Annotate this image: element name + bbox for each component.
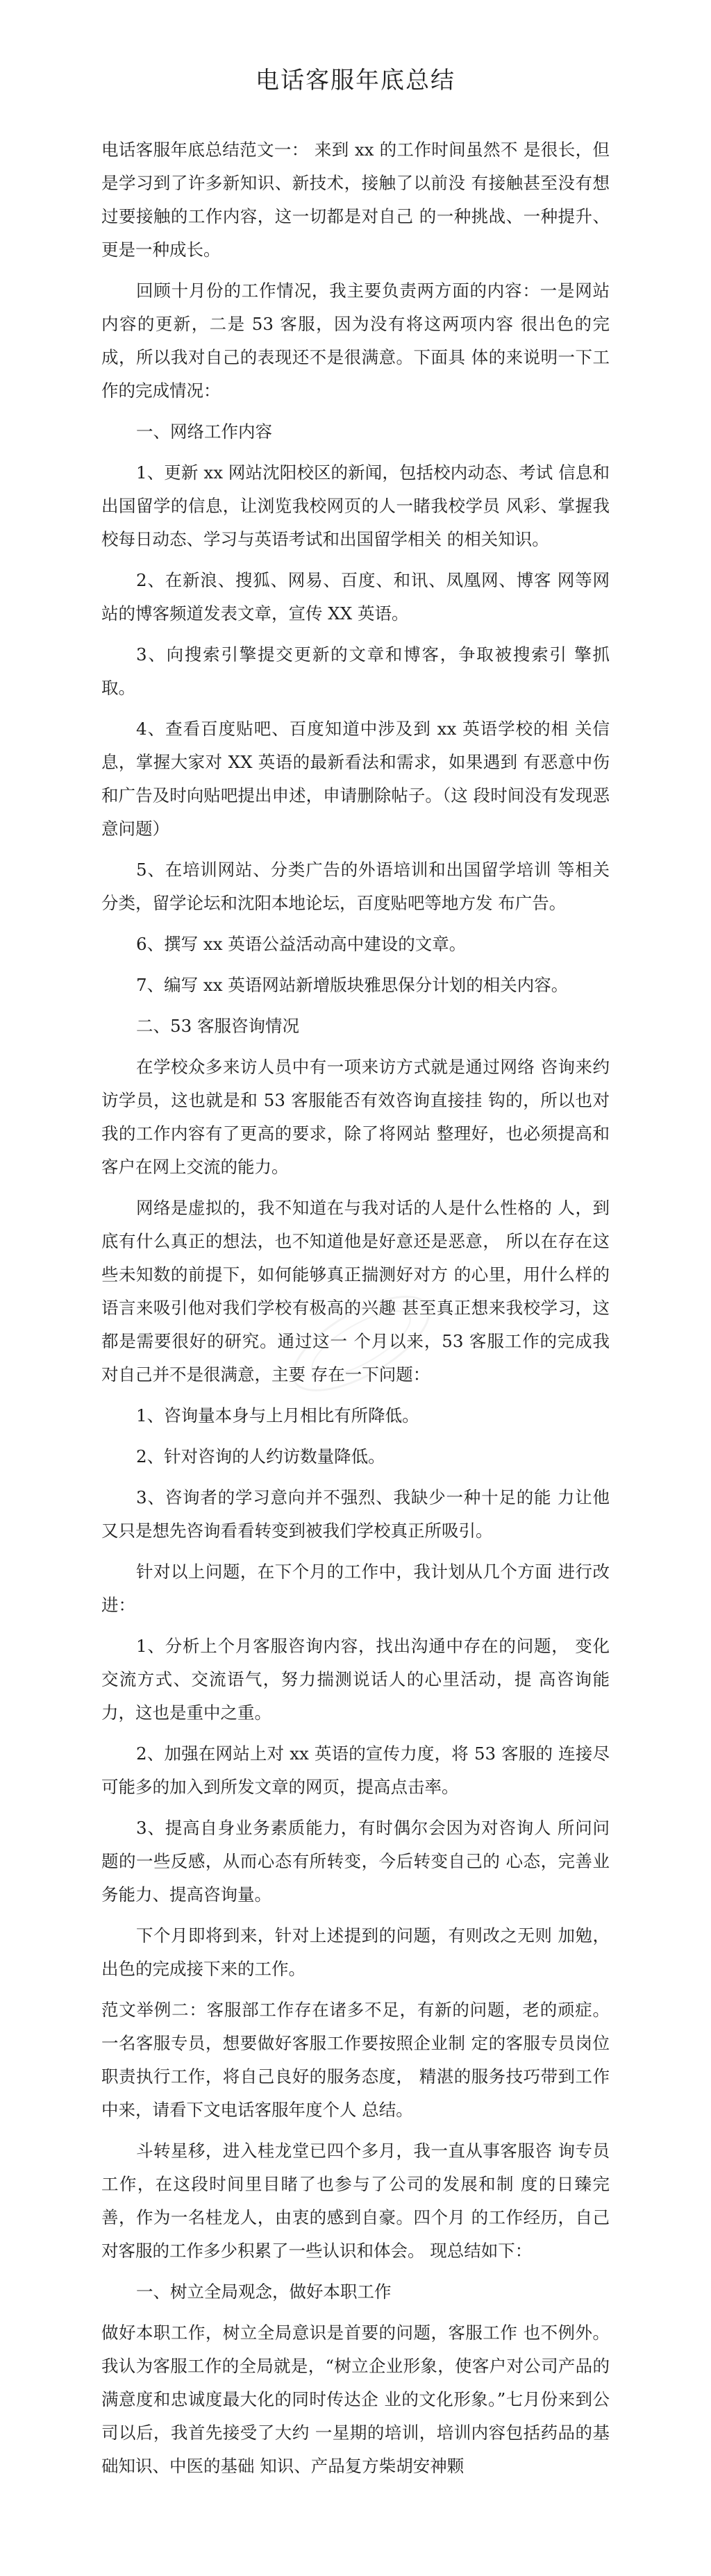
- paragraph: 范文举例二：客服部工作存在诸多不足，有新的问题，老的顽症。一名客服专员，想要做好客服工作要按照企业制 定的客服专员岗位职责执行工作，将自己良好的服务态度， 精湛的服务技巧带到工作中来，请看下文电话客服年度个人 总结。: [101, 2000, 610, 2120]
- paragraph: 做好本职工作，树立全局意识是首要的问题，客服工作 也不例外。我认为客服工作的全局就是，“树立企业形象，使客户对公司产品的满意度和忠诚度最大化的同时传达企 业的文化形象。”七月份来到公司以后，我首先接受了大约 一星期的培训，培训内容包括药品的基础知识、中医的基础 知识、产品复方柴胡安神颗: [101, 2323, 610, 2476]
- paragraph: 斗转星移，进入桂龙堂已四个多月，我一直从事客服咨 询专员工作，在这段时间里目睹了也参与了公司的发展和制 度的日臻完善，作为一名桂龙人，由衷的感到自豪。四个月 的工作经历，自己对客服的工作多少积累了一些认识和体会。 现总结如下：: [101, 2141, 610, 2261]
- document-body: [101, 133, 610, 2491]
- paragraph: 一、树立全局观念，做好本职工作: [136, 2282, 392, 2302]
- paragraph: 网络是虚拟的，我不知道在与我对话的人是什么性格的 人，到底有什么真正的想法，也不知道他是好意还是恶意， 所以在存在这些未知数的前提下，如何能够真正揣测好对方 的心里，用什么样的语言来吸引他对我们学校有极高的兴趣 甚至真正想来我校学习，这都是需要很好的研究。通过这一 个月以来，53 客服工作的完成我对自己并不是很满意，主要 存在一下问题：: [101, 1198, 610, 1385]
- paragraph: 1、分析上个月客服咨询内容，找出沟通中存在的问题， 变化交流方式、交流语气，努力揣测说话人的心里活动，提 高咨询能力，这也是重中之重。: [101, 1636, 610, 1723]
- paragraph: 针对以上问题，在下个月的工作中，我计划从几个方面 进行改进：: [101, 1562, 610, 1615]
- paragraph: 3、咨询者的学习意向并不强烈、我缺少一种十足的能 力让他又只是想先咨询看看转变到被我们学校真正所吸引。: [101, 1487, 610, 1541]
- paragraph: 4、查看百度贴吧、百度知道中涉及到 xx 英语学校的相 关信息，掌握大家对 XX 英语的最新看法和需求，如果遇到 有恶意中伤和广告及时向贴吧提出申述，申请删除帖子。（这 段时间没有发现恶意问题）: [101, 719, 610, 839]
- paragraph: 2、在新浪、搜狐、网易、百度、和讯、凤凰网、博客 网等网站的博客频道发表文章，宣传 XX 英语。: [101, 570, 610, 624]
- paragraph: 2、针对咨询的人约访数量降低。: [136, 1446, 385, 1466]
- paragraph: 一、网络工作内容: [136, 421, 272, 442]
- paragraph: 1、更新 xx 网站沈阳校区的新闻，包括校内动态、考试 信息和出国留学的信息，让浏览我校网页的人一睹我校学员 风彩、掌握我校每日动态、学习与英语考试和出国留学相关 的相关知识。: [101, 462, 610, 549]
- document-title: 电话客服年底总结: [256, 67, 455, 94]
- paragraph: 下个月即将到来，针对上述提到的问题，有则改之无则 加勉，出色的完成接下来的工作。: [101, 1925, 610, 1979]
- paragraph: 5、在培训网站、分类广告的外语培训和出国留学培训 等相关分类，留学论坛和沈阳本地论坛，百度贴吧等地方发 布广告。: [101, 860, 610, 913]
- paragraph: 6、撰写 xx 英语公益活动高中建设的文章。: [136, 934, 467, 954]
- paragraph: 在学校众多来访人员中有一项来访方式就是通过网络 咨询来约访学员，这也就是和 53 客服能否有效咨询直接挂 钩的，所以也对我的工作内容有了更高的要求，除了将网站 整理好，也必须提高和客户在网上交流的能力。: [101, 1057, 610, 1177]
- paragraph: 1、咨询量本身与上月相比有所降低。: [136, 1405, 419, 1425]
- paragraph: 3、向搜索引擎提交更新的文章和博客，争取被搜索引 擎抓取。: [101, 644, 610, 698]
- paragraph: 3、提高自身业务素质能力，有时偶尔会因为对咨询人 所问问题的一些反感，从而心态有所转变，今后转变自己的 心态，完善业务能力、提高咨询量。: [101, 1818, 610, 1905]
- paragraph: 回顾十月份的工作情况，我主要负责两方面的内容：一是网站内容的更新，二是 53 客服，因为没有将这两项内容 很出色的完成，所以我对自己的表现还不是很满意。下面具 体的来说明一下工作的完成情况：: [101, 281, 610, 401]
- paragraph: 2、加强在网站上对 xx 英语的宣传力度，将 53 客服的 连接尽可能多的加入到所发文章的网页，提高点击率。: [101, 1743, 610, 1797]
- paragraph: 7、编写 xx 英语网站新增版块雅思保分计划的相关内容。: [136, 975, 569, 995]
- paragraph: 二、53 客服咨询情况: [136, 1016, 299, 1036]
- paragraph: 电话客服年底总结范文一： 来到 xx 的工作时间虽然不 是很长，但是学习到了许多新知识、新技术，接触了以前没 有接触甚至没有想过要接触的工作内容，这一切都是对自己 的一种挑战、一种提升、更是一种成长。: [101, 140, 610, 260]
